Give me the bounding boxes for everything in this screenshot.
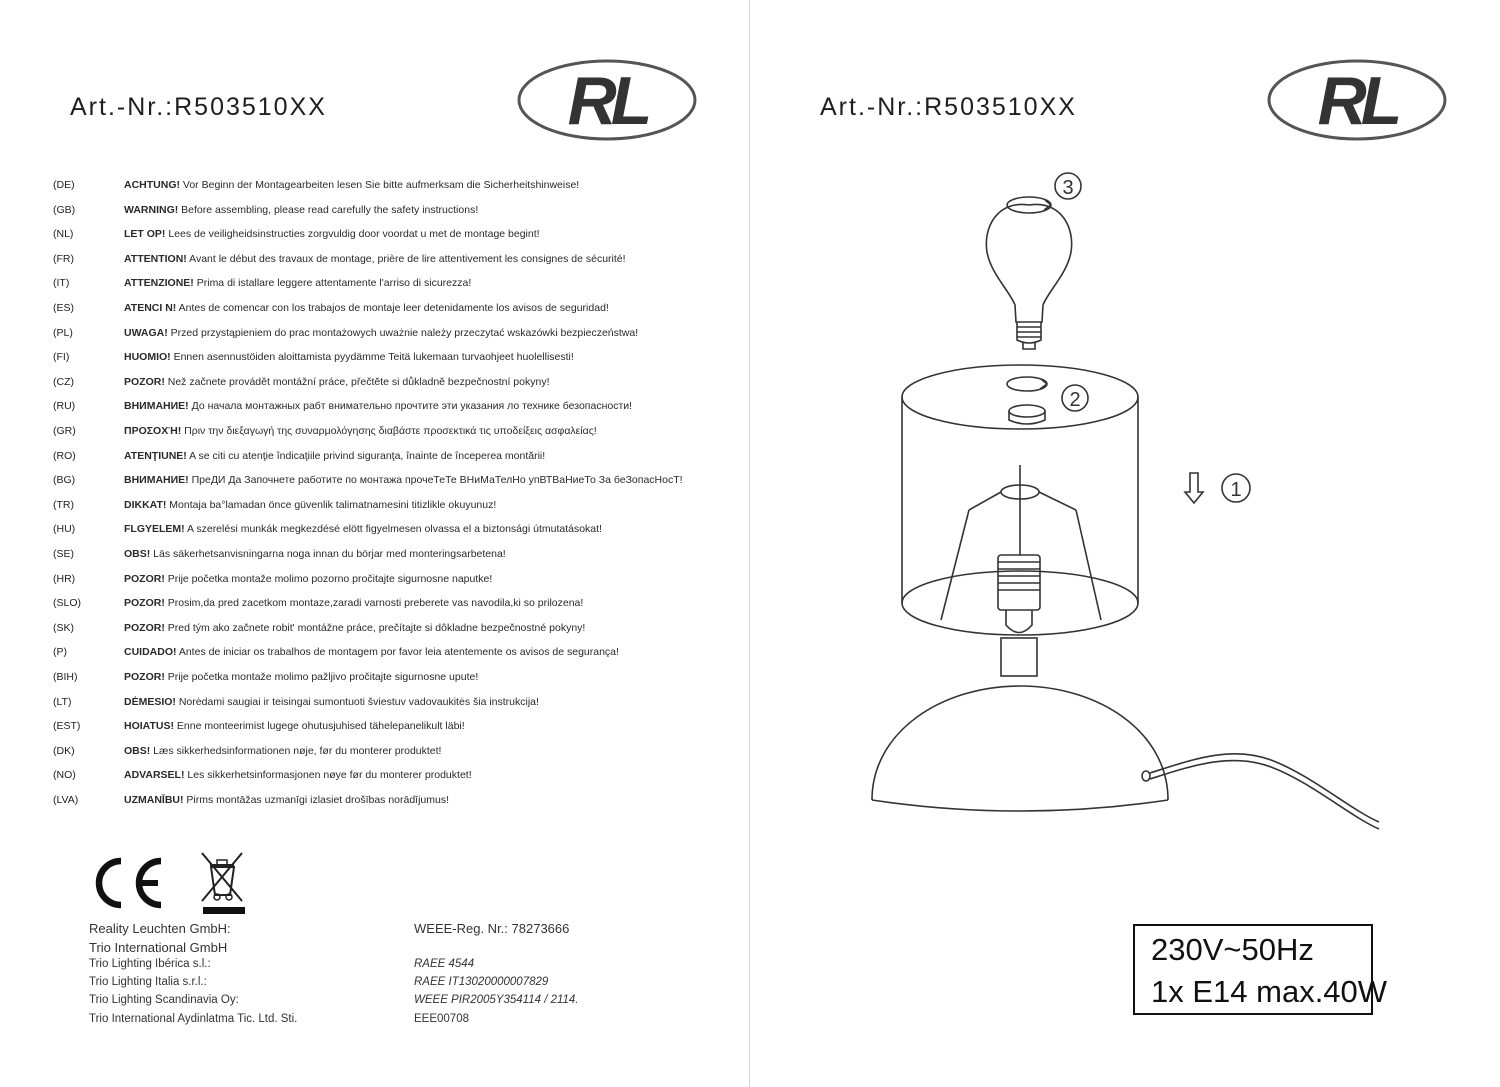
warning-message [124,253,626,265]
warning-heading: ΠΡΟΣΟΧΉ! [124,425,182,437]
language-code: (HR) [53,572,76,585]
step-1-label: 1 [1230,479,1242,501]
warning-body: Prije početka montaže molimo pažljivo pročitajte sigurnosne upute! [164,671,479,683]
registration-code: RAEE IT13020000007829 [414,976,549,988]
warning-body: До начала монтажных рабт внимательно прочтите эти указания ло технике безопасности! [188,400,633,413]
warning-message [124,523,602,535]
warning-body: Ennen asennustöiden aloittamista pyydämme Teitä lukemaan turvaohjeet huolellisesti! [170,351,574,364]
warning-message [124,597,583,609]
safety-warning-row [0,179,749,197]
warning-message [124,474,683,486]
safety-warning-row [0,400,749,418]
warning-message [124,204,478,216]
company-name: Reality Leuchten GmbH: [89,921,231,936]
language-code: (BG) [53,474,76,487]
warning-heading: POZOR! [124,621,165,634]
warning-heading: DĖMESIO! [124,695,176,708]
language-code: (SK) [53,621,74,634]
step-2-label: 2 [1069,389,1081,411]
warning-message [124,450,545,462]
language-code: (NL) [53,228,74,241]
warning-heading: ATENŢIUNE! [124,449,187,462]
language-code: (FI) [53,351,70,364]
warning-heading: POZOR! [124,572,165,585]
warning-heading: OBS! [124,548,151,560]
warning-heading: FLGYELEM! [124,523,185,536]
warning-heading: POZOR! [124,375,165,388]
safety-warning-row [0,646,749,664]
warning-body: Enne monteerimist lugege ohutusjuhised tähelepanelikult läbi! [173,720,465,733]
warning-heading: OBS! [124,744,151,757]
warning-body: Antes de comencar con los trabajos de montaje leer detenidamente los avisos de seguridad! [176,302,609,314]
warning-body: Vor Beginn der Montagearbeiten lesen Sie bitte aufmerksam die Sicherheitshinweise! [180,179,580,191]
company-name: Trio International GmbH [89,940,228,955]
voltage-spec: 230V~50Hz [1151,932,1314,967]
warning-body: ПреДИ Да Започнете работите по монтажа прочеТеТе ВНиМаТелНо упВТВаНиеТо За беЗопасНосТ! [188,474,683,487]
warning-heading: HOIATUS! [124,720,174,733]
electrical-spec-box [1133,924,1388,1015]
step-3-label: 3 [1062,177,1074,199]
rl-logo [516,58,698,142]
language-code: (LVA) [53,794,79,806]
language-code: (RO) [53,449,76,462]
warning-body: A szerelési munkák megkezdésé elött figyelmesen olvassa el a biztonsági útmutatásokat! [184,523,602,536]
right-page [751,0,1500,1087]
safety-warning-row [0,253,749,271]
language-code: (SE) [53,548,74,560]
safety-warning-row [0,425,749,443]
lamp-base-icon [872,638,1379,829]
lamp-assembly-diagram [751,0,1500,900]
safety-warning-row [0,376,749,394]
registration-code: RAEE 4544 [414,958,475,970]
safety-warning-row [0,794,749,812]
warning-body: Lees de veiligheidsinstructies zorgvuldig door voordat u met de montage begint! [165,228,540,241]
warning-body: Norėdami saugiai ir teisingai sumontuoti šviestuv vadovaukitės šia instrukcija! [175,695,539,708]
language-code: (SLO) [53,597,82,610]
language-code: (HU) [53,523,76,536]
bulb-spec: 1x E14 max.40W [1151,974,1388,1009]
warning-body: Prima di istallare leggere attentamente l'arriso di sicurezza! [193,277,472,290]
logo-text: RL [1317,63,1397,139]
warning-heading: POZOR! [124,671,165,683]
company-name: Trio Lighting Scandinavia Oy: [89,994,239,1006]
safety-warning-row [0,204,749,222]
warning-heading: ВНИМАНИЕ! [124,474,189,487]
warning-body: Pred tým ako začnete robit' montážne práce, prečítajte si dôkladne bezpečnostné pokyny! [164,621,586,634]
warning-heading: ATTENZIONE! [124,277,194,290]
registration-code: EEE00708 [414,1013,469,1025]
warning-body: Läs säkerhetsanvisningarna noga innan du börjar med monteringsarbetena! [150,548,506,560]
warning-body: Læs sikkerhedsinformationen nøje, før du monterer produktet! [150,744,442,757]
warning-heading: WARNING! [124,203,179,216]
company-name: Trio International Aydinlatma Tic. Ltd. Sti. [89,1013,298,1025]
warning-message [124,400,632,412]
warning-message [124,745,441,757]
safety-warning-row [0,622,749,640]
warning-heading: ADVARSEL! [124,769,185,782]
safety-warning-row [0,523,749,541]
warning-heading: HUOMIO! [124,351,171,364]
warning-message [124,548,506,560]
warning-message [124,696,539,708]
language-code: (DK) [53,744,75,757]
safety-warning-row [0,351,749,369]
safety-warning-row [0,327,749,345]
light-bulb-icon [986,197,1071,349]
lamp-shade-icon [902,365,1138,635]
warning-body: Prosim,da pred zacetkom montaze,zaradi varnosti preberete vas navodila,ki so prilozena! [164,597,584,610]
language-code: (EST) [53,720,81,733]
company-name: Trio Lighting Ibérica s.l.: [89,958,211,970]
warning-body: Przed przystąpieniem do prac montażowych uważnie należy przeczytać wskazówki bezpieczeństwa! [167,326,639,339]
language-code: (PL) [53,326,73,339]
language-code: (RU) [53,400,76,413]
language-code: (NO) [53,769,76,782]
weee-registration-number: WEEE-Reg. Nr.: 78273666 [414,921,570,936]
down-arrow-icon [1185,473,1203,503]
warning-message [124,277,471,289]
warning-message [124,179,579,191]
safety-warning-row [0,450,749,468]
safety-warning-row [0,474,749,492]
language-code: (GR) [53,425,76,437]
warning-body: Avant le début des travaux de montage, prière de lire attentivement les consignes de sécurité! [186,252,626,265]
language-code: (BIH) [53,671,78,683]
warning-heading: ACHTUNG! [124,179,180,191]
warning-message [124,228,540,240]
left-page [0,0,749,1087]
safety-warning-row [0,597,749,615]
article-number: Art.-Nr.:R503510XX [820,93,1077,121]
warning-heading: CUIDADO! [124,646,177,659]
warning-heading: UZMANĪBU! [124,794,184,806]
language-code: (P) [53,646,67,659]
language-code: (FR) [53,252,74,265]
safety-warning-row [0,277,749,295]
language-code: (CZ) [53,375,74,388]
logo-text: RL [567,63,647,139]
registration-code: WEEE PIR2005Y354114 / 2114. [414,994,579,1006]
warning-message [124,351,574,363]
language-code: (LT) [53,695,72,708]
safety-warning-row [0,671,749,689]
page-fold-divider [749,0,750,1087]
warning-body: A se citi cu atenţie îndicaţiile privind siguranţa, înainte de începerea montării! [186,449,546,462]
ce-mark [90,855,165,916]
warning-heading: ATTENTION! [124,252,187,265]
warning-message [124,622,585,634]
language-code: (GB) [53,203,76,216]
company-name: Trio Lighting Italia s.r.l.: [89,976,207,988]
warning-message [124,769,472,781]
warning-body: Antes de iniciar os trabalhos de montagem por favor leia atentemente os avisos de segurança! [176,646,619,659]
warning-body: Montaja ba°lamadan önce güvenlik talimatnamesini titizlikle okuyunuz! [166,498,497,511]
safety-warning-row [0,573,749,591]
warning-body: Než začnete provádět montážní práce, přečtěte si důkladně bezpečnostní pokyny! [164,375,550,388]
safety-warning-row [0,499,749,517]
language-code: (IT) [53,277,70,290]
warning-heading: POZOR! [124,597,165,610]
warning-message [124,376,550,388]
warning-heading: LET OP! [124,228,166,241]
warning-body: Πριν την διεξαγωγή της συναρμολόγησης διαβάστε προσεκτικά τις υποδείξεις ασφαλείας! [181,425,597,437]
warning-message [124,499,496,511]
article-number: Art.-Nr.:R503510XX [70,93,327,121]
warning-message [124,327,638,339]
warning-heading: UWAGA! [124,326,168,339]
safety-warning-row [0,228,749,246]
warning-body: Pirms montāžas uzmanīgi izlasiet drošības norādījumus! [183,794,450,806]
warning-body: Les sikkerhetsinformasjonen nøye før du monterer produktet! [184,769,472,782]
language-code: (ES) [53,302,74,314]
warning-heading: ВНИМАНИЕ! [124,400,189,413]
safety-warning-row [0,745,749,763]
warning-message [124,671,478,683]
warning-message [124,573,492,585]
weee-bin-icon [198,845,248,922]
safety-warning-row [0,302,749,320]
warning-body: Before assembling, please read carefully the safety instructions! [178,203,479,216]
warning-heading: ATENCI N! [124,302,177,314]
warning-message [124,425,597,437]
language-code: (TR) [53,498,74,511]
safety-warning-row [0,696,749,714]
warning-message [124,720,465,732]
language-code: (DE) [53,179,75,191]
warning-message [124,794,449,806]
safety-warning-row [0,720,749,738]
safety-warning-row [0,769,749,787]
warning-heading: DIKKAT! [124,498,167,511]
warning-body: Prije početka montaže molimo pozorno pročitajte sigurnosne naputke! [164,572,493,585]
warning-message [124,646,619,658]
safety-warning-row [0,548,749,566]
warning-message [124,302,609,314]
